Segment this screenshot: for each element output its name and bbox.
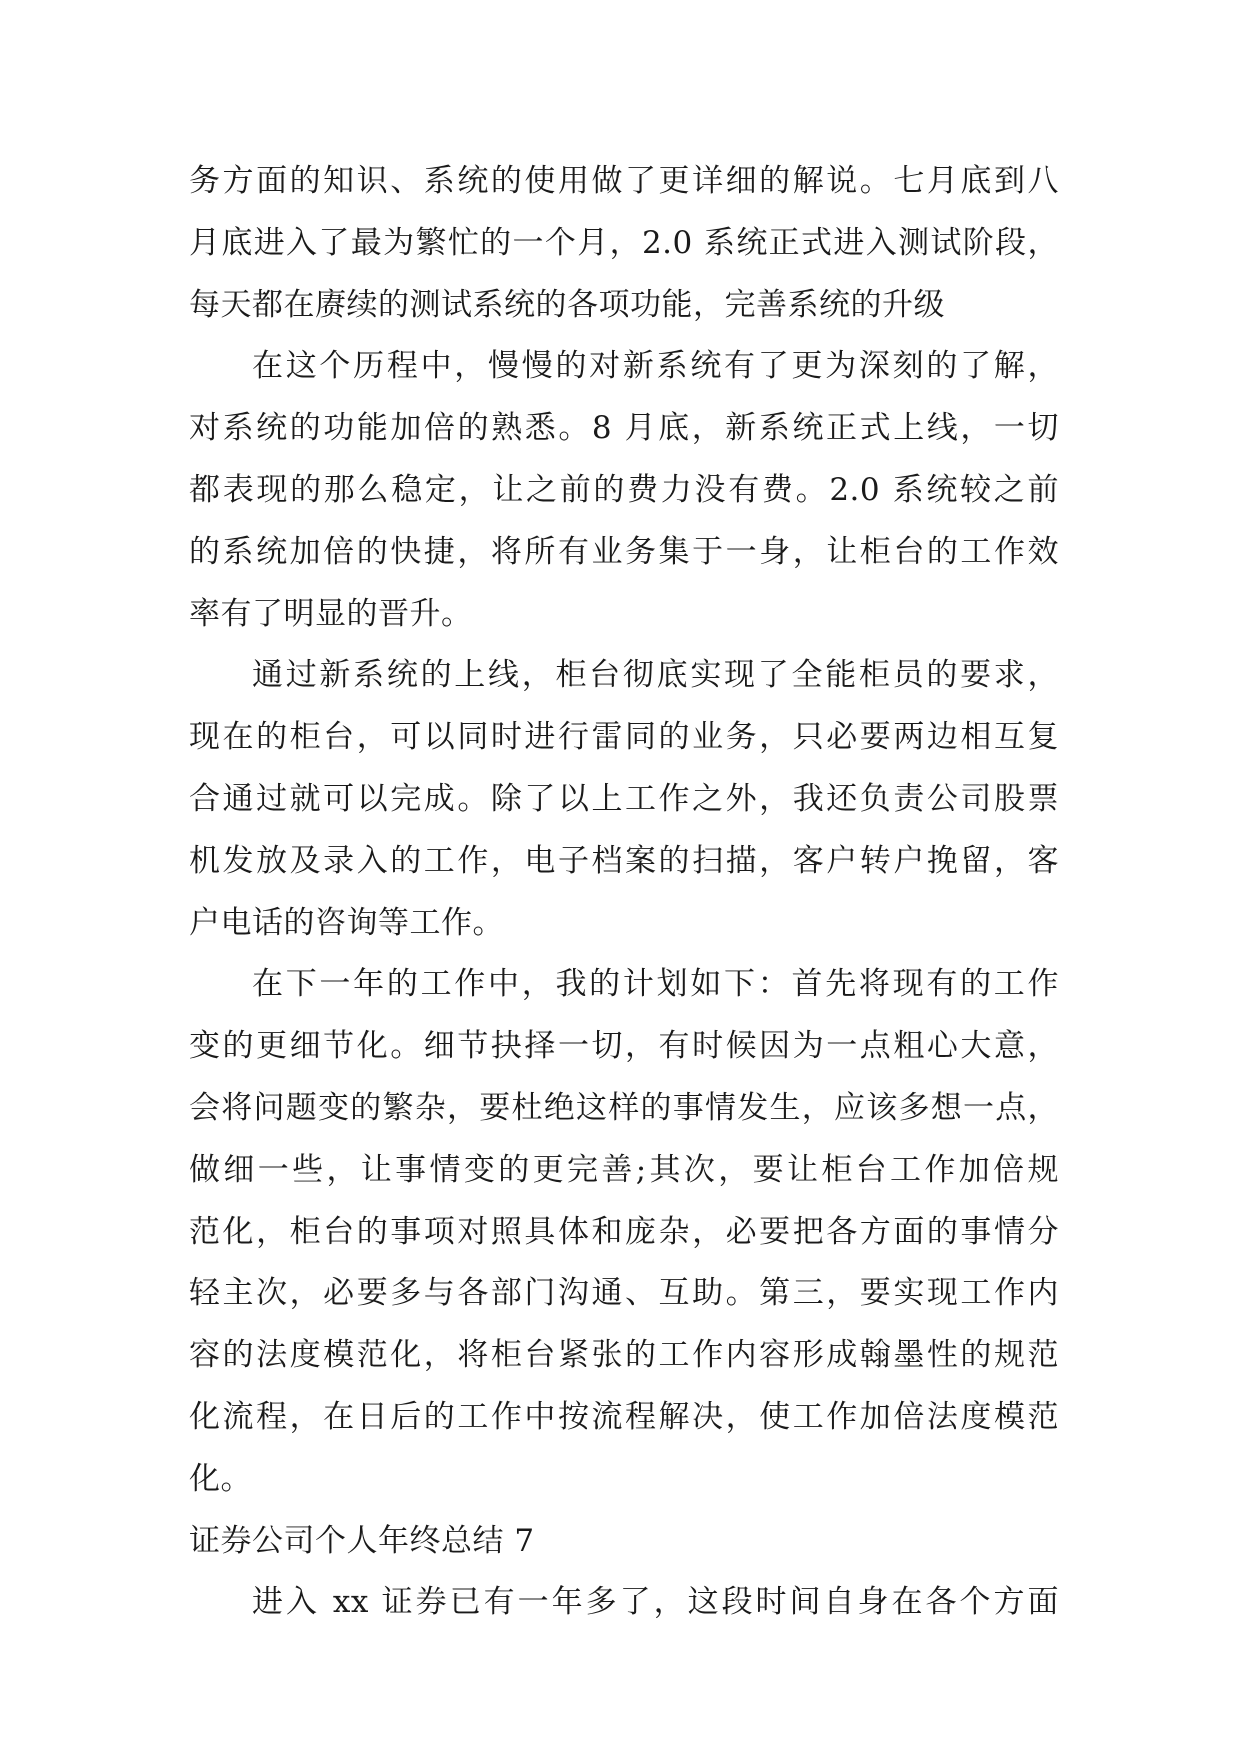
text-line: 月底进入了最为繁忙的一个月，2.0 系统正式进入测试阶段， xyxy=(189,224,1059,261)
text-line: 每天都在赓续的测试系统的各项功能，完善系统的升级 xyxy=(189,286,945,323)
text-line: 轻主次，必要多与各部门沟通、互助。第三，要实现工作内 xyxy=(189,1275,1059,1312)
text-line: 范化，柜台的事项对照具体和庞杂，必要把各方面的事情分 xyxy=(189,1213,1059,1250)
section-heading: 证券公司个人年终总结 7 xyxy=(189,1522,535,1559)
text-line: 合通过就可以完成。除了以上工作之外，我还负责公司股票 xyxy=(189,780,1059,817)
text-line: 现在的柜台，可以同时进行雷同的业务，只必要两边相互复 xyxy=(189,719,1059,756)
paragraph xyxy=(189,151,1059,336)
text-line: 会将问题变的繁杂，要杜绝这样的事情发生，应该多想一点， xyxy=(189,1089,1059,1126)
paragraph xyxy=(189,954,1059,1510)
text-line: 变的更细节化。细节抉择一切，有时候因为一点粗心大意， xyxy=(189,1028,1059,1065)
text-line: 都表现的那么稳定，让之前的费力没有费。2.0 系统较之前 xyxy=(189,471,1059,508)
text-line: 化。 xyxy=(189,1460,252,1497)
text-line: 容的法度模范化，将柜台紧张的工作内容形成翰墨性的规范 xyxy=(189,1337,1059,1374)
text-line: 做细一些，让事情变的更完善;其次，要让柜台工作加倍规 xyxy=(189,1151,1059,1188)
text-line: 户电话的咨询等工作。 xyxy=(189,904,504,941)
text-line: 机发放及录入的工作，电子档案的扫描，客户转户挽留，客 xyxy=(189,842,1059,879)
text-line: 率有了明显的晋升。 xyxy=(189,595,473,632)
text-line: 通过新系统的上线，柜台彻底实现了全能柜员的要求， xyxy=(252,657,1059,694)
text-line: 在下一年的工作中，我的计划如下：首先将现有的工作 xyxy=(252,966,1059,1003)
text-line: 在这个历程中，慢慢的对新系统有了更为深刻的了解， xyxy=(252,348,1059,385)
paragraph xyxy=(189,645,1059,954)
text-line: 化流程，在日后的工作中按流程解决，使工作加倍法度模范 xyxy=(189,1398,1059,1435)
text-line: 对系统的功能加倍的熟悉。8 月底，新系统正式上线，一切 xyxy=(189,410,1059,447)
paragraph xyxy=(189,1572,1059,1634)
text-line: 务方面的知识、系统的使用做了更详细的解说。七月底到八 xyxy=(189,163,1059,199)
document-body xyxy=(189,151,1059,1634)
text-line: 的系统加倍的快捷，将所有业务集于一身，让柜台的工作效 xyxy=(189,533,1059,570)
paragraph xyxy=(189,336,1059,645)
text-line: 进入 xx 证券已有一年多了，这段时间自身在各个方面 xyxy=(252,1584,1059,1621)
